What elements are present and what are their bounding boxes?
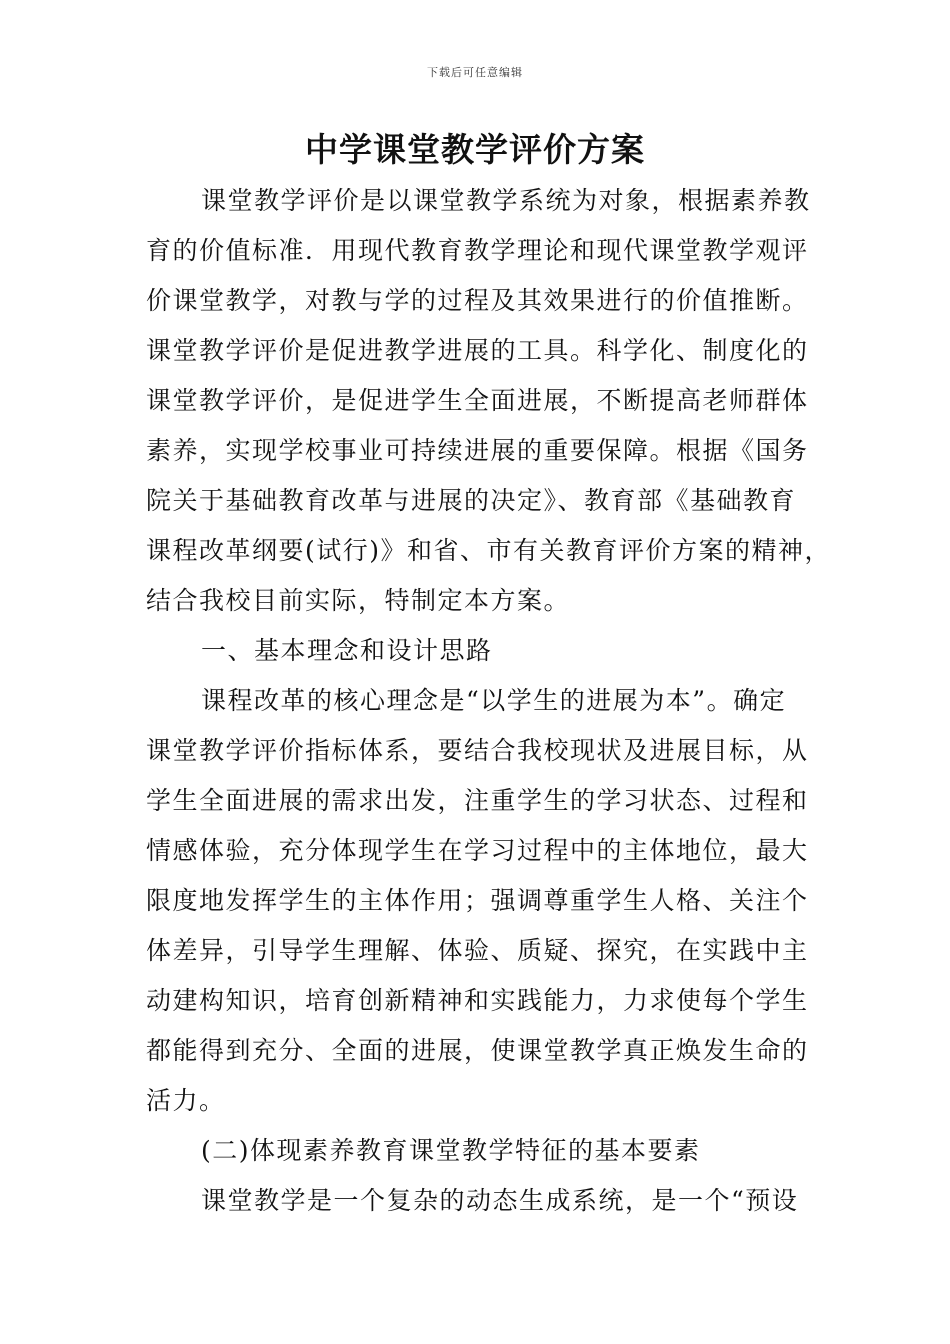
page-header-note: 下载后可任意编辑 [427,66,523,79]
paragraph-line: 活力。 [146,1086,226,1115]
paragraph-line: 院关于基础教育改革与进展的决定》、教育部《基础教育 [146,486,797,515]
paragraph-line: 结合我校目前实际，特制定本方案。 [146,586,571,615]
paragraph-line: 都能得到充分、全面的进展，使课堂教学真正焕发生命的 [146,1036,809,1065]
paragraph-line: 学生全面进展的需求出发，注重学生的学习状态、过程和 [146,786,809,815]
paragraph-line: 课程改革纲要(试行)》和省、市有关教育评价方案的精神， [146,536,832,565]
paragraph-line: 课堂教学评价指标体系，要结合我校现状及进展目标，从 [146,736,809,765]
paragraph-line: 情感体验，充分体现学生在学习过程中的主体地位，最大 [146,836,809,865]
paragraph-line: 育的价值标准．用现代教育教学理论和现代课堂教学观评 [146,236,809,265]
paragraph-line: 体差异，引导学生理解、体验、质疑、探究，在实践中主 [146,936,809,965]
document-body [146,176,832,1226]
paragraph-line: 限度地发挥学生的主体作用；强调尊重学生人格、关注个 [146,886,809,915]
paragraph-line: 课堂教学评价是以课堂教学系统为对象，根据素养教 [201,186,811,215]
paragraph-line: 课堂教学评价是促进教学进展的工具。科学化、制度化的 [146,336,809,365]
section-heading: 一、基本理念和设计思路 [201,636,493,665]
paragraph-line: 课堂教学评价，是促进学生全面进展，不断提高老师群体 [146,386,809,415]
paragraph-line: 课堂教学是一个复杂的动态生成系统，是一个“预设 [201,1186,799,1215]
paragraph-line: 课程改革的核心理念是“以学生的进展为本”。确定 [201,686,787,715]
paragraph-line: 动建构知识，培育创新精神和实践能力，力求使每个学生 [146,986,809,1015]
paragraph-line: 素养，实现学校事业可持续进展的重要保障。根据《国务 [146,436,809,465]
document-title: 中学课堂教学评价方案 [305,130,645,169]
section-heading: (二)体现素养教育课堂教学特征的基本要素 [201,1136,701,1165]
paragraph-line: 价课堂教学，对教与学的过程及其效果进行的价值推断。 [146,286,809,315]
